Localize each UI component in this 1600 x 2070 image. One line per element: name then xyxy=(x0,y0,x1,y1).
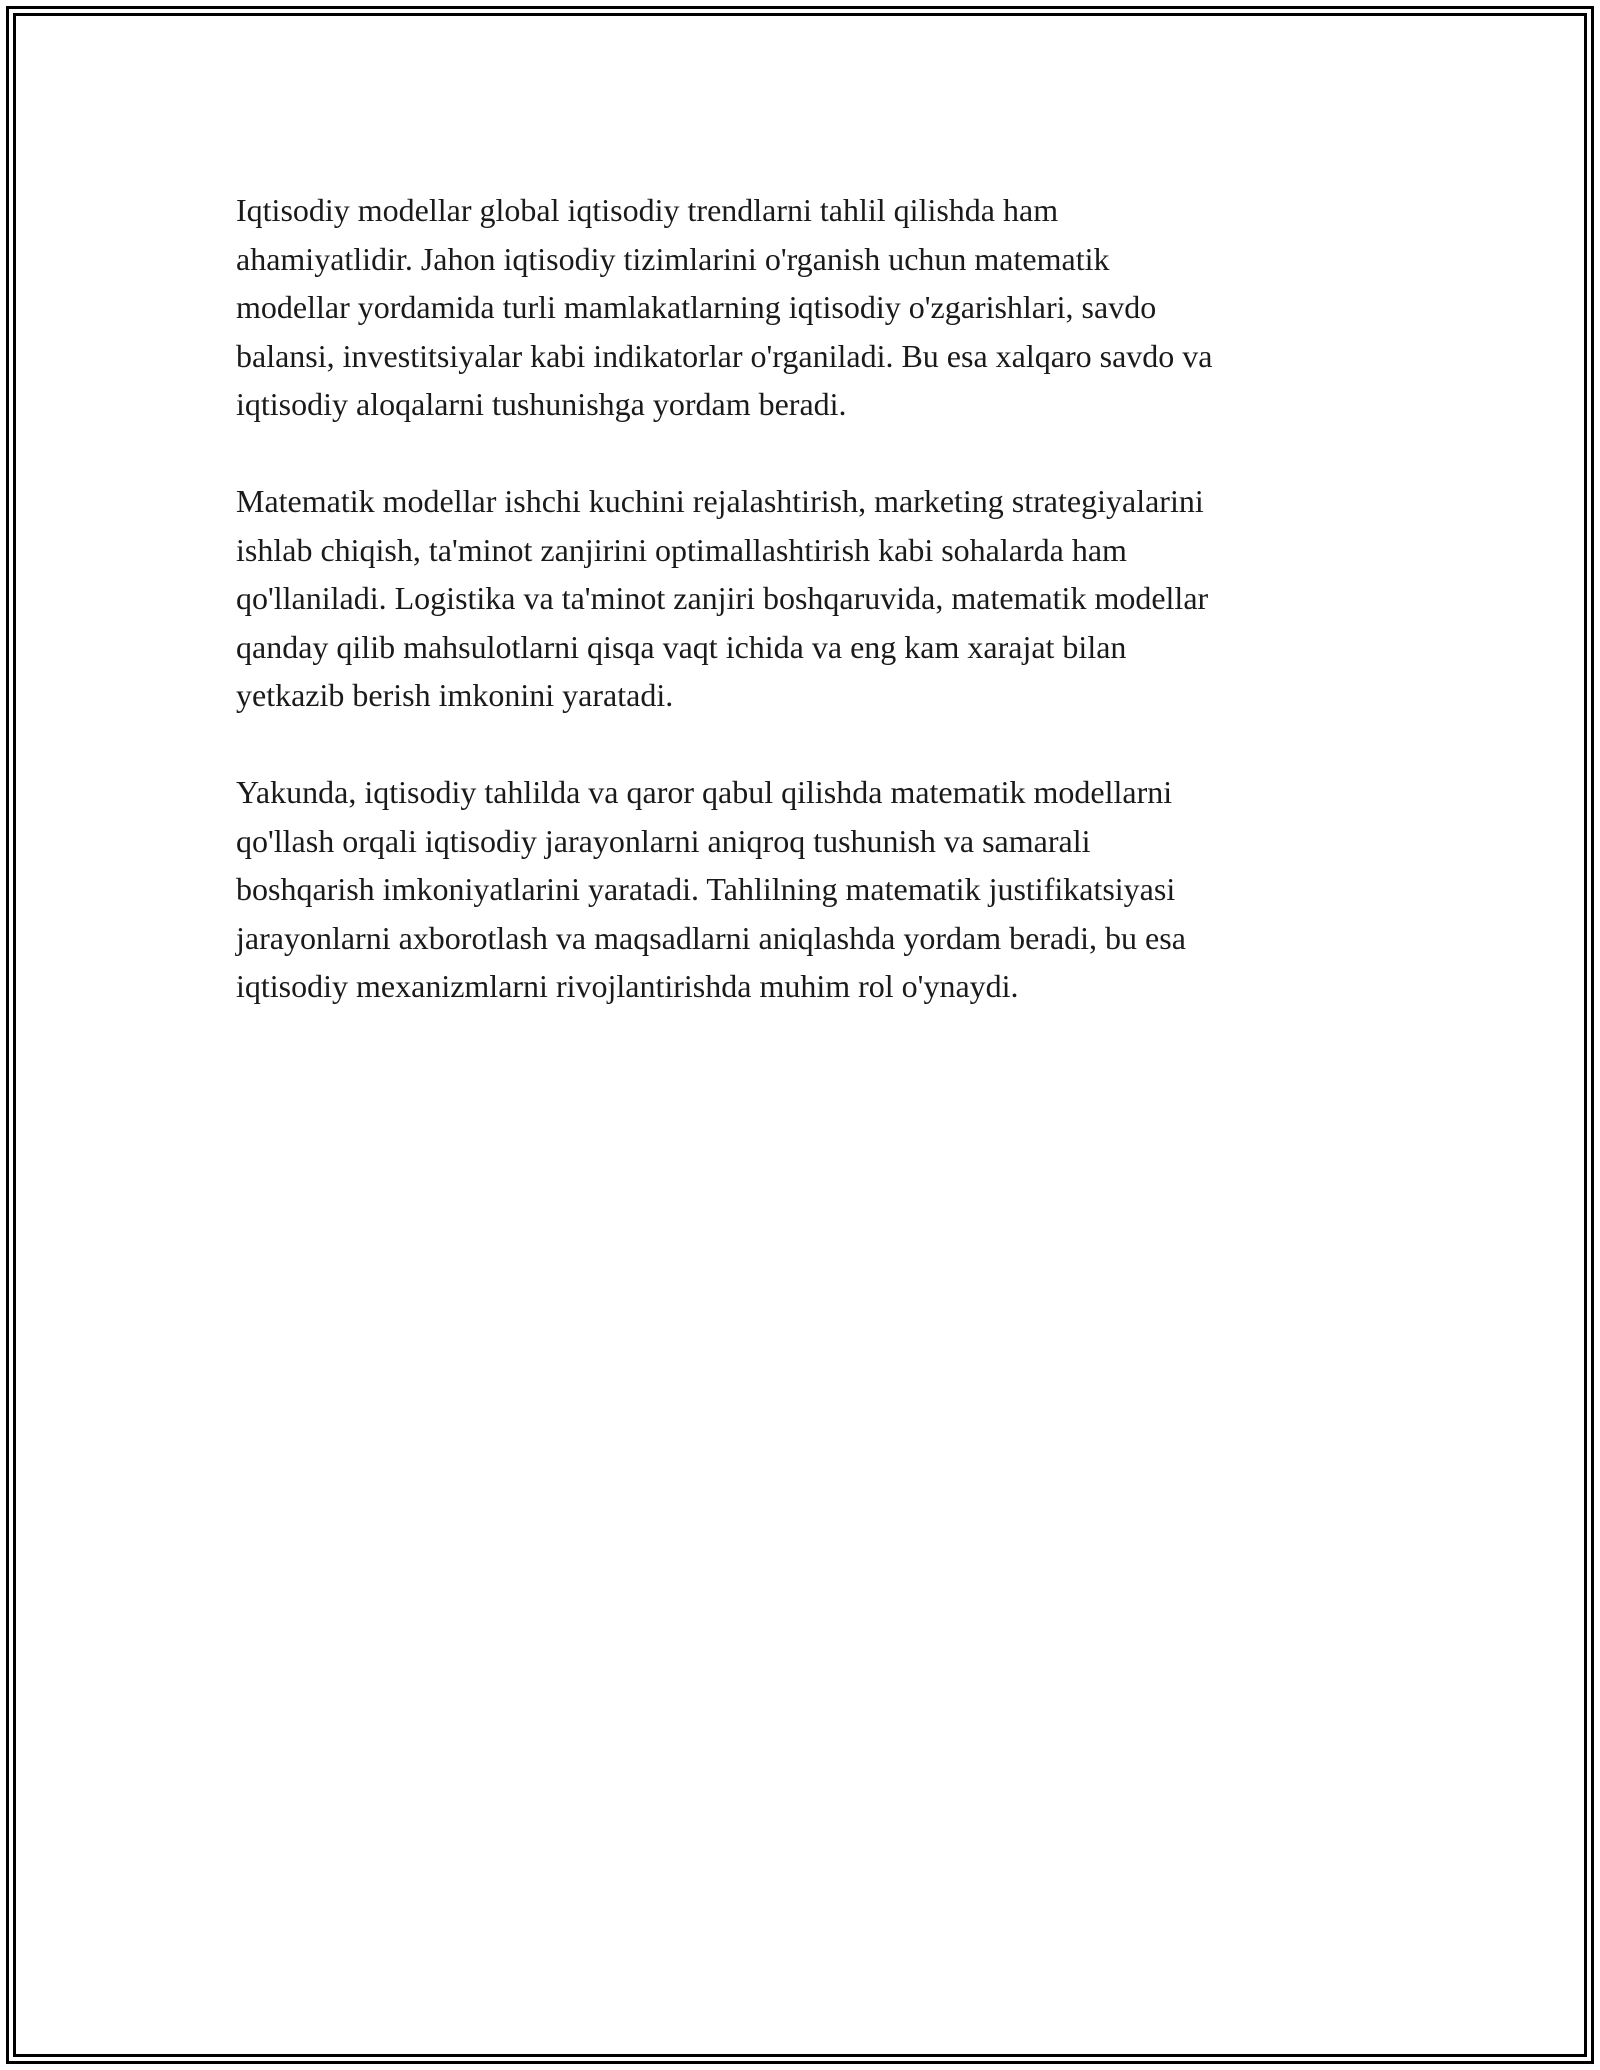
document-body xyxy=(236,186,1366,1059)
paragraph-1: Iqtisodiy modellar global iqtisodiy trendlarni tahlil qilishda ham ahamiyatlidir. Jahon iqtisodiy tizimlarini o'rganish uchun matematik modellar yordamida turli mamlakatlarning iqtisodiy o'zgarishlari, savdo balansi, investitsiyalar kabi indikatorlar o'rganiladi. Bu esa xalqaro savdo va iqtisodiy aloqalarni tushunishga yordam beradi. xyxy=(236,192,1213,422)
paragraph-3: Yakunda, iqtisodiy tahlilda va qaror qabul qilishda matematik modellarni qo'llash orqali iqtisodiy jarayonlarni aniqroq tushunish va samarali boshqarish imkoniyatlarini yaratadi. Tahlilning matematik justifikatsiyasi jarayonlarni axborotlash va maqsadlarni aniqlashda yordam beradi, bu esa iqtisodiy mexanizmlarni rivojlantirishda muhim rol o'ynaydi. xyxy=(236,774,1186,1004)
paragraph-2: Matematik modellar ishchi kuchini rejalashtirish, marketing strategiyalarini ishlab chiqish, ta'minot zanjirini optimallashtirish kabi sohalarda ham qo'llaniladi. Logistika va ta'minot zanjiri boshqaruvida, matematik modellar qanday qilib mahsulotlarni qisqa vaqt ichida va eng kam xarajat bilan yetkazib berish imkonini yaratadi. xyxy=(236,483,1209,713)
